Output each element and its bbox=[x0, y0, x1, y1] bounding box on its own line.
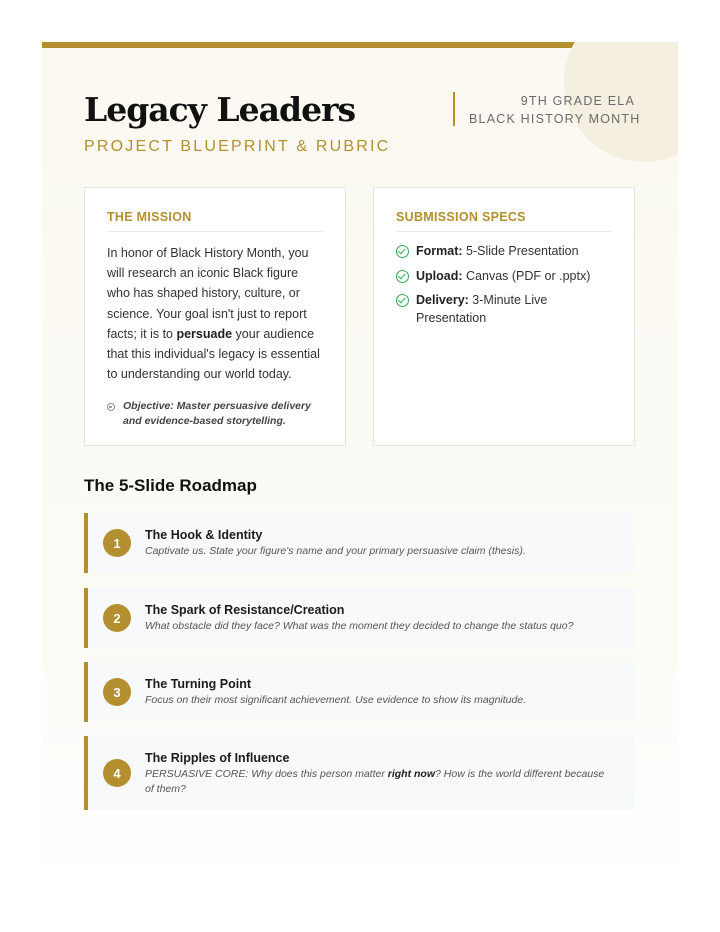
submission-specs-card bbox=[373, 187, 635, 446]
event-label: BLACK HISTORY MONTH bbox=[469, 112, 641, 126]
roadmap-slide-2 bbox=[84, 588, 635, 648]
spec-value: 3-Minute Live Presentation bbox=[416, 293, 548, 325]
spec-label: Format: bbox=[416, 244, 463, 258]
target-icon bbox=[107, 403, 115, 411]
slide-desc-part: What obstacle did they face? What was the moment they decided to change the status quo? bbox=[145, 620, 574, 632]
slide-body bbox=[145, 602, 615, 634]
check-circle-icon bbox=[396, 245, 409, 258]
spec-text bbox=[416, 292, 612, 327]
slide-description bbox=[145, 619, 615, 634]
check-circle-icon bbox=[396, 294, 409, 307]
slide-body bbox=[145, 750, 615, 796]
slide-description bbox=[145, 544, 615, 559]
spec-text bbox=[416, 268, 590, 286]
spec-value: Canvas (PDF or .pptx) bbox=[466, 268, 591, 283]
page-subtitle: PROJECT BLUEPRINT & RUBRIC bbox=[84, 138, 391, 155]
mission-heading: THE MISSION bbox=[107, 210, 323, 232]
spec-value: 5-Slide Presentation bbox=[466, 244, 579, 258]
slide-number-badge: 2 bbox=[103, 604, 131, 632]
slide-desc-part: PERSUASIVE CORE: Why does this person matter bbox=[145, 768, 388, 780]
slide-title: The Hook & Identity bbox=[145, 528, 263, 542]
objective-text: Objective: Master persuasive delivery and evidence-based storytelling. bbox=[123, 400, 311, 427]
spec-label: Upload: bbox=[416, 268, 463, 283]
mission-text-part: In honor of Black History Month, you will research an iconic Black figure who has shaped history, culture, or science. Your goal isn't just to report facts; it is to bbox=[107, 246, 309, 341]
slide-title: The Ripples of Influence bbox=[145, 751, 290, 765]
slide-number-badge: 3 bbox=[103, 678, 131, 706]
slide-desc-part: Focus on their most significant achievement. Use evidence to show its magnitude. bbox=[145, 694, 527, 706]
slide-title: The Turning Point bbox=[145, 677, 251, 691]
roadmap-title: The 5-Slide Roadmap bbox=[84, 476, 257, 495]
page-title: Legacy Leaders bbox=[84, 90, 356, 129]
specs-heading: SUBMISSION SPECS bbox=[396, 210, 612, 232]
roadmap-slide-3 bbox=[84, 662, 635, 722]
project-page bbox=[42, 42, 678, 888]
slide-description bbox=[145, 767, 615, 796]
spec-text bbox=[416, 243, 579, 261]
spec-label: Delivery: bbox=[416, 293, 469, 307]
slide-desc-part: Captivate us. State your figure's name and your primary persuasive claim (thesis). bbox=[145, 545, 526, 557]
roadmap-slide-1 bbox=[84, 513, 635, 573]
spec-item-delivery bbox=[396, 292, 612, 327]
mission-text-emphasis: persuade bbox=[176, 326, 233, 341]
slide-desc-emphasis: right now bbox=[387, 768, 436, 780]
slide-title: The Spark of Resistance/Creation bbox=[145, 603, 345, 617]
spec-item-upload bbox=[396, 268, 612, 286]
slide-number-badge: 1 bbox=[103, 529, 131, 557]
slide-body bbox=[145, 676, 615, 708]
mission-card bbox=[84, 187, 346, 446]
grade-info bbox=[453, 92, 641, 126]
slide-description bbox=[145, 693, 615, 708]
slide-desc-part: ? How is the world different because of them? bbox=[145, 768, 605, 795]
slide-body bbox=[145, 527, 615, 559]
slide-number-badge: 4 bbox=[103, 759, 131, 787]
mission-text-part: your audience that this individual's legacy is essential to understanding our world today. bbox=[107, 326, 320, 382]
objective bbox=[107, 399, 323, 428]
roadmap-slide-4 bbox=[84, 736, 635, 810]
check-circle-icon bbox=[396, 270, 409, 283]
grade-label: 9TH GRADE ELA bbox=[520, 94, 635, 108]
mission-text bbox=[107, 243, 323, 384]
spec-item-format bbox=[396, 243, 612, 261]
